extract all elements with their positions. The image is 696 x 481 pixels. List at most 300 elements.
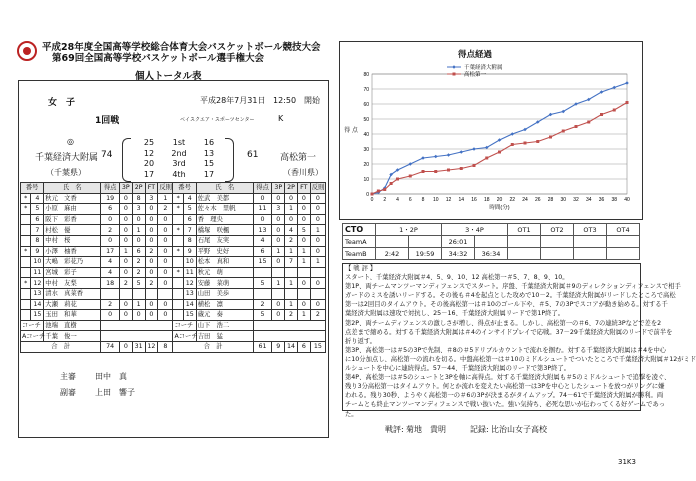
- box-score-table: [20, 182, 326, 353]
- data-point: [472, 147, 476, 151]
- player-number: 8: [31, 235, 44, 246]
- data-point: [626, 101, 629, 104]
- player-number: 10: [31, 257, 44, 268]
- total-label: 合 計: [21, 341, 101, 352]
- starter-mark: [21, 299, 31, 310]
- header-cell: 反則: [311, 184, 325, 192]
- player-name: 清水 真菜香: [44, 288, 101, 299]
- empty-cell: [541, 248, 574, 260]
- starter-mark: [173, 310, 183, 321]
- blank-cell: [101, 320, 173, 331]
- player-row: [21, 257, 326, 268]
- player-number: 4: [183, 193, 196, 204]
- summary-line: た。: [345, 410, 358, 418]
- quarter-label: 2nd: [171, 148, 187, 158]
- role-label: コーチ: [173, 320, 196, 331]
- stat-cell: 7: [285, 257, 298, 268]
- summary-lines: [345, 273, 696, 419]
- total-cell: 9: [272, 341, 285, 352]
- stat-cell: 0: [145, 204, 158, 215]
- stat-cell: 0: [145, 235, 158, 246]
- data-point: [536, 140, 539, 143]
- x-tick-label: 28: [547, 197, 554, 203]
- summary-line: 残り3分高松第一はタイムアウト。何とか流れを変えたい高松第一は3Pを中心としたシュートを放つがリングに嫌: [345, 383, 665, 391]
- y-tick-label: 20: [363, 162, 369, 168]
- total-cell: 14: [285, 341, 298, 352]
- summary-line: 折り返す。: [345, 337, 376, 345]
- player-row: [21, 267, 326, 278]
- summary-line: 第3P、高松第一は＃5の3Pで先制、＃8の＃5ドリブルカウントで流れを掴む。対する千葉経済大附属は＃4を中心: [345, 346, 667, 354]
- stat-cell: [145, 288, 158, 299]
- coach-name: 山下 浩二: [196, 320, 253, 331]
- quarter-scores: [138, 138, 220, 180]
- stat-cell: 0: [158, 214, 173, 225]
- data-point: [408, 162, 412, 166]
- summary-line: 第1P、両チームマンツーマンディフェンスでスタート。序盤、千葉経済大附属＃9のディレクションディフェンスで相手: [345, 283, 681, 291]
- player-name: 石尾 友実: [196, 235, 253, 246]
- player-name: 村松 優: [44, 225, 101, 236]
- starter-mark: *: [21, 204, 31, 215]
- player-name: 宮城 彩子: [44, 267, 101, 278]
- referee-label: 主審: [60, 372, 76, 381]
- emblem-icon: [16, 40, 38, 62]
- stat-cell: 0: [272, 214, 285, 225]
- stat-cell: [272, 267, 285, 278]
- stat-cell: 2: [101, 225, 120, 236]
- x-tick-label: 4: [396, 197, 399, 203]
- stat-cell: 2: [119, 278, 132, 289]
- data-point: [524, 142, 527, 145]
- team-a-pref: （千葉県）: [46, 168, 86, 177]
- data-point: [600, 113, 603, 116]
- stat-cell: 0: [297, 299, 310, 310]
- stat-cell: 0: [158, 278, 173, 289]
- y-axis-label: 得 点: [344, 128, 358, 134]
- quarter-row: [138, 159, 220, 170]
- stat-cell: 2: [132, 257, 145, 268]
- data-point: [549, 136, 552, 139]
- total-cell: 8: [158, 341, 173, 352]
- stat-cell: 0: [158, 299, 173, 310]
- stat-cell: 0: [132, 310, 145, 321]
- b12: 2:42: [376, 248, 409, 260]
- stat-cell: 2: [253, 299, 272, 310]
- stat-cell: 0: [310, 204, 325, 215]
- x-tick-label: 18: [483, 197, 490, 203]
- data-point: [613, 109, 616, 112]
- referee-name: 田中 真: [95, 372, 127, 381]
- starter-mark: [21, 214, 31, 225]
- player-row: [21, 278, 326, 289]
- data-point: [485, 157, 488, 160]
- data-point: [447, 153, 451, 157]
- stat-cell: 0: [310, 193, 325, 204]
- x-tick-label: 12: [445, 197, 452, 203]
- x-tick-label: 24: [522, 197, 528, 203]
- player-number: 15: [183, 310, 196, 321]
- stat-cell: 1: [272, 278, 285, 289]
- summary-line: ガードのミスを誘いリードする。その後も＃4を起点とした攻めで10－2。千葉経済大附属がリードしたところで高松: [345, 292, 676, 300]
- header-line1: 平成28年度全国高等学校総合体育大会バスケットボール競技大会: [42, 42, 321, 53]
- player-number: 7: [31, 225, 44, 236]
- data-point: [434, 155, 438, 159]
- x-tick-label: 34: [585, 197, 592, 203]
- stat-cell: 0: [145, 310, 158, 321]
- stat-cell: 0: [297, 235, 310, 246]
- starter-mark: *: [21, 278, 31, 289]
- starter-mark: *: [173, 193, 183, 204]
- y-tick-label: 80: [363, 72, 369, 78]
- quarter-a: 12: [143, 148, 155, 158]
- game-date: 平成28年7月31日: [200, 96, 266, 105]
- player-name: 蔵元 奏: [196, 310, 253, 321]
- summary-line: 第2P、両チームディフェンスの激しさが増し、得点が止まる。しかし、高松第一の＃6、7の連続3Pなどで差を2: [345, 319, 662, 327]
- y-tick-label: 40: [363, 132, 369, 138]
- player-row: [21, 214, 326, 225]
- a12: [376, 236, 409, 248]
- data-point: [377, 190, 380, 193]
- player-number: 4: [31, 193, 44, 204]
- header-cell: 3P: [272, 183, 285, 194]
- venue: ベイスクエア・スポーツセンター: [180, 117, 255, 123]
- player-name: 山田 美歩: [196, 288, 253, 299]
- total-cell: 0: [119, 341, 132, 352]
- player-number: 13: [183, 288, 196, 299]
- x-tick-label: 26: [534, 197, 541, 203]
- starter-mark: [173, 235, 183, 246]
- header-cell: 氏 名: [196, 183, 253, 194]
- period-12: 1・2P: [376, 224, 442, 236]
- header-cell: FT: [145, 183, 158, 194]
- player-row: [21, 204, 326, 215]
- starter-mark: [21, 288, 31, 299]
- stat-cell: 0: [101, 214, 120, 225]
- stat-cell: 0: [119, 257, 132, 268]
- quarter-row: [138, 170, 220, 181]
- y-tick-label: 0: [366, 192, 369, 198]
- starter-mark: *: [173, 225, 183, 236]
- stat-cell: 2: [101, 299, 120, 310]
- stat-cell: 3: [272, 204, 285, 215]
- stat-cell: 2: [145, 246, 158, 257]
- stat-cell: 1: [297, 257, 310, 268]
- data-point: [511, 143, 514, 146]
- legend-marker: [452, 65, 456, 69]
- data-point: [510, 132, 514, 136]
- stat-cell: 0: [132, 214, 145, 225]
- y-tick-label: 50: [363, 117, 369, 123]
- gender: 女 子: [48, 98, 76, 108]
- player-name: 秋元 文香: [44, 193, 101, 204]
- player-name: 小澤 柚香: [44, 246, 101, 257]
- data-point: [625, 81, 629, 85]
- stat-cell: 4: [101, 257, 120, 268]
- data-point: [396, 178, 399, 181]
- empty-cell: [574, 248, 607, 260]
- stat-cell: 0: [158, 235, 173, 246]
- player-number: 9: [31, 246, 44, 257]
- x-tick-label: 2: [383, 197, 387, 203]
- stat-cell: 0: [158, 267, 173, 278]
- stat-cell: 13: [253, 225, 272, 236]
- stat-cell: 0: [253, 193, 272, 204]
- quarter-label: 4th: [172, 169, 186, 179]
- series-line: [372, 103, 627, 195]
- role-label: Aコーチ: [22, 332, 46, 340]
- player-name: 橋塚 咲楓: [196, 225, 253, 236]
- player-row: [21, 193, 326, 204]
- empty-cell: [508, 248, 541, 260]
- header-line2: 第69回全国高等学校バスケットボール選手権大会: [52, 53, 265, 64]
- stat-cell: [101, 288, 120, 299]
- recorder-name: 比治山女子高校: [491, 425, 547, 434]
- player-number: 14: [183, 299, 196, 310]
- starter-mark: *: [21, 246, 31, 257]
- recorder-label: 記録:: [470, 425, 489, 434]
- stat-cell: 0: [158, 257, 173, 268]
- summary-heading: 【 戦 評 】: [345, 265, 377, 272]
- data-point: [587, 121, 590, 124]
- x-tick-label: 14: [458, 197, 465, 203]
- stat-cell: 18: [101, 278, 120, 289]
- total-cell: 61: [253, 341, 272, 352]
- team-b-pref: （香川県）: [283, 168, 323, 177]
- blank-cell: [101, 331, 173, 342]
- header-cell: FT: [297, 183, 310, 194]
- ot2: OT2: [541, 224, 574, 236]
- stat-cell: [310, 288, 325, 299]
- quarter-b: 15: [203, 159, 215, 168]
- player-row: [21, 310, 326, 321]
- starter-mark: *: [173, 267, 183, 278]
- summary-text: [345, 264, 696, 419]
- header-cell: 氏 名: [44, 183, 101, 194]
- stat-cell: 0: [297, 214, 310, 225]
- data-point: [421, 156, 425, 160]
- starter-mark: [173, 257, 183, 268]
- summary-line: 第一は2回目のタイムアウト。その後高松第一は＃10のゴール下や、＃5、7の3Pでスコアが動き始める。対する千: [345, 301, 668, 309]
- total-cell: 6: [297, 341, 310, 352]
- x-tick-label: 38: [611, 197, 618, 203]
- stat-cell: 0: [310, 278, 325, 289]
- stat-cell: 4: [285, 225, 298, 236]
- stat-cell: 0: [285, 214, 298, 225]
- player-number: 5: [183, 204, 196, 215]
- data-point: [390, 182, 393, 185]
- stat-cell: 0: [310, 235, 325, 246]
- box-header-row: [21, 183, 326, 194]
- stat-cell: 3: [132, 204, 145, 215]
- data-point: [447, 169, 450, 172]
- starter-mark: [173, 288, 183, 299]
- x-tick-label: 8: [421, 197, 425, 203]
- role-label: コーチ: [21, 320, 44, 331]
- data-point: [562, 130, 565, 133]
- legend-marker: [453, 73, 456, 76]
- quarter-a: 17: [143, 169, 155, 179]
- player-number: 8: [183, 235, 196, 246]
- summary-line: 点差まで縮める。対する千葉経済大附属は＃4のインサイドプレイで応戦。37－29千葉経済大附属のリードで前半を: [345, 328, 673, 336]
- stat-cell: 1: [285, 299, 298, 310]
- header-cell: 反則: [159, 184, 172, 192]
- stat-cell: 0: [119, 310, 132, 321]
- player-number: 7: [183, 225, 196, 236]
- player-name: 佐武 美都: [196, 193, 253, 204]
- a34: 26:01: [442, 236, 475, 248]
- starter-mark: [21, 225, 31, 236]
- starter-mark: [21, 310, 31, 321]
- y-tick-label: 70: [363, 87, 369, 93]
- data-point: [409, 175, 412, 178]
- coach-name: 吉田 猛: [196, 331, 253, 342]
- quarter-b: 16: [203, 138, 215, 147]
- player-name: 小原 麻由: [44, 204, 101, 215]
- summary-line: スタート、千葉経済大附属＃4、5、9、10、12 高松第一＃5、7、8、9、10。: [345, 274, 569, 282]
- x-tick-label: 30: [560, 197, 567, 203]
- stat-cell: 1: [272, 246, 285, 257]
- stat-cell: [253, 288, 272, 299]
- stat-cell: 0: [272, 299, 285, 310]
- data-point: [434, 170, 437, 173]
- stat-cell: 15: [253, 257, 272, 268]
- timeout-row-a: [343, 236, 640, 248]
- ot4: OT4: [607, 224, 640, 236]
- starter-mark: [173, 214, 183, 225]
- empty-cell: [541, 236, 574, 248]
- data-point: [422, 170, 425, 173]
- quarter-b: 17: [203, 169, 215, 179]
- stat-cell: 1: [310, 225, 325, 236]
- stat-cell: 1: [132, 225, 145, 236]
- stat-cell: 17: [101, 246, 120, 257]
- stat-cell: 5: [132, 278, 145, 289]
- ot3: OT3: [574, 224, 607, 236]
- header-cell: 2P: [132, 183, 145, 194]
- empty-cell: [607, 248, 640, 260]
- summary-line: われる。残り30秒、ようやく高松第一の＃6の3Pが決まるがタイムアップ。74－61で千葉経済大附属が勝利。両: [345, 392, 664, 400]
- timeout-header-row: [343, 224, 640, 236]
- team-a-name: 千葉経済大附属: [35, 153, 99, 163]
- total-cell: 15: [310, 341, 325, 352]
- blank-cell: [253, 320, 325, 331]
- data-point: [459, 150, 463, 154]
- stat-cell: 0: [158, 246, 173, 257]
- stat-cell: [297, 267, 310, 278]
- stat-cell: 6: [101, 204, 120, 215]
- stat-cell: 1: [285, 278, 298, 289]
- stat-cell: [297, 288, 310, 299]
- empty-cell: [475, 236, 508, 248]
- player-row: [21, 288, 326, 299]
- winner-mark: ◎: [67, 137, 74, 146]
- summary-line: 葉経済大附属は速攻で対抗し、25－16、千葉経済大附属リードで第1P終了。: [345, 310, 565, 318]
- player-number: 11: [183, 267, 196, 278]
- y-tick-label: 10: [363, 177, 369, 183]
- player-name: 阪下 彩香: [44, 214, 101, 225]
- coach-name: 千葉 俊一: [44, 331, 101, 342]
- stat-cell: 0: [119, 235, 132, 246]
- x-axis-label: 時間(分): [489, 205, 510, 211]
- starter-mark: [21, 257, 31, 268]
- writer-label: 戦評:: [385, 425, 404, 434]
- stat-cell: 2: [132, 267, 145, 278]
- graph-title: 得点経過: [458, 50, 493, 60]
- header-cell: 得点: [253, 183, 272, 194]
- role-label: Aコーチ: [174, 332, 198, 340]
- stat-cell: 0: [297, 278, 310, 289]
- summary-line: ルシュートを中心に連続得点。57－44、千葉経済大附属のリードで第3P終了。: [345, 365, 571, 373]
- stat-cell: 5: [253, 310, 272, 321]
- stat-cell: 1: [297, 310, 310, 321]
- player-number: 11: [31, 267, 44, 278]
- player-number: 9: [183, 246, 196, 257]
- stat-cell: 4: [253, 235, 272, 246]
- x-tick-label: 6: [408, 197, 412, 203]
- y-tick-label: 60: [363, 102, 369, 108]
- cto-label: CTO: [343, 224, 376, 236]
- stat-cell: 0: [310, 246, 325, 257]
- x-tick-label: 32: [573, 197, 579, 203]
- stat-cell: 0: [272, 257, 285, 268]
- player-row: [21, 246, 326, 257]
- stat-cell: [310, 267, 325, 278]
- stat-cell: 2: [285, 235, 298, 246]
- summary-line: に10分加点し、高松第一の流れを切る。中盤高松第一は＃10のミドルシュートでついたところで千葉経済大附属＃12がミド: [345, 355, 696, 363]
- quarter-b: 13: [203, 148, 215, 158]
- starter-mark: [21, 267, 31, 278]
- player-row: [21, 299, 326, 310]
- stat-cell: 1: [285, 204, 298, 215]
- stat-cell: 0: [272, 225, 285, 236]
- player-name: 佐々木 里帆: [196, 204, 253, 215]
- summary-line: 第4P、高松第一は＃5のシュートと3Pを軸に高得点。対する千葉経済大附属も＃5のミドルシュートで追撃を凌ぐ、: [345, 374, 671, 382]
- round: 1回戦: [95, 116, 120, 126]
- stat-cell: 2: [145, 278, 158, 289]
- stat-cell: 0: [145, 257, 158, 268]
- quarter-row: [138, 149, 220, 160]
- player-name: 安藤 菜萌: [196, 278, 253, 289]
- header-number: 番号: [21, 183, 44, 194]
- starter-mark: *: [21, 193, 31, 204]
- court: K: [278, 114, 284, 123]
- total-row: [21, 341, 326, 352]
- player-name: 玉田 和華: [44, 310, 101, 321]
- stat-cell: 2: [285, 310, 298, 321]
- data-point: [383, 188, 386, 191]
- game-time: 12:50 開始: [273, 96, 321, 105]
- player-name: 大瀬 莉花: [44, 299, 101, 310]
- player-row: [21, 235, 326, 246]
- total-cell: 74: [101, 341, 120, 352]
- player-number: 10: [183, 257, 196, 268]
- timeout-row-b: [343, 248, 640, 260]
- stat-cell: 5: [253, 278, 272, 289]
- team-b-label: TeamB: [343, 248, 376, 260]
- stat-cell: 0: [119, 225, 132, 236]
- stat-cell: 0: [119, 267, 132, 278]
- stat-cell: 4: [101, 267, 120, 278]
- stat-cell: 0: [101, 310, 120, 321]
- player-name: 香 理央: [196, 214, 253, 225]
- coach-row: [21, 320, 326, 331]
- total-cell: 31: [132, 341, 145, 352]
- stat-cell: 1: [132, 299, 145, 310]
- stat-cell: 0: [158, 310, 173, 321]
- stat-cell: [285, 267, 298, 278]
- total-label: 合 計: [173, 341, 253, 352]
- quarter-row: [138, 138, 220, 149]
- timeout-table: [342, 223, 640, 260]
